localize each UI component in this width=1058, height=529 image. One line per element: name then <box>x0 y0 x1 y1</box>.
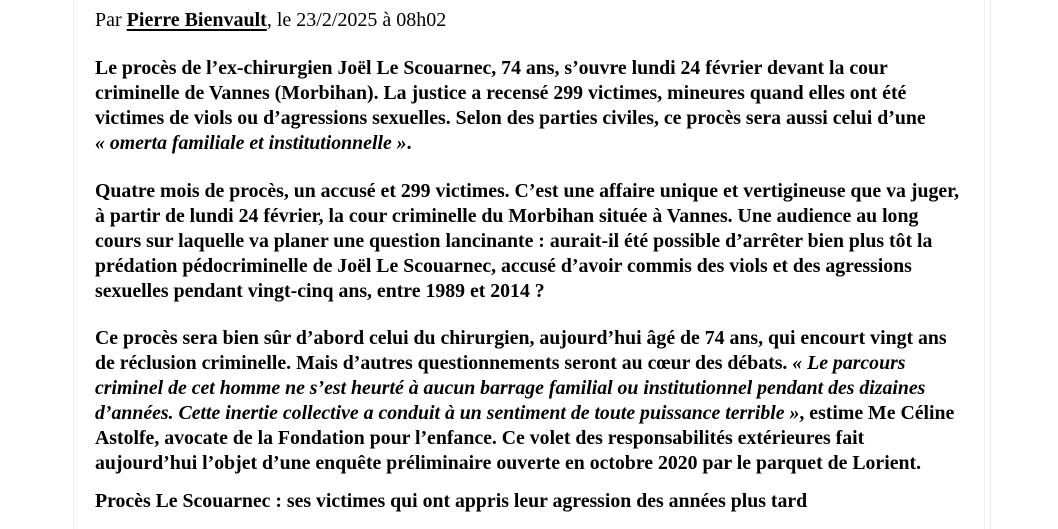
byline <box>95 8 963 33</box>
lead-paragraph-tail: . <box>406 132 412 154</box>
page-left-margin-rule <box>73 0 74 529</box>
page-right-edge-rule <box>990 0 991 529</box>
paragraph-3-quote: « Le parcours criminel de cet homme ne s’est heurté à aucun barrage familial ou institutionnel pendant des dizaines d’années. Cette inertie collective a conduit à un sentiment de toute puissance terrible » <box>95 352 926 424</box>
byline-prefix: Par <box>95 9 127 31</box>
related-article-headline[interactable]: Procès Le Scouarnec : ses victimes qui ont appris leur agression des années plus tard <box>95 490 808 512</box>
lead-paragraph-quote: « omerta familiale et institutionnelle » <box>95 132 407 154</box>
lead-paragraph <box>95 56 963 156</box>
page-right-margin-rule <box>984 0 985 529</box>
article-paragraph-3 <box>95 326 963 476</box>
paragraph-3-tail: , estime Me Céline Astolfe, avocate de la Fondation pour l’enfance. Ce volet des responsabilités extérieures fait aujourd’hui l’objet d’une enquête préliminaire ouverte en octobre 2020 par le parquet de Lorient. <box>95 402 955 474</box>
byline-date: , le 23/2/2025 à 08h02 <box>266 9 447 31</box>
lead-paragraph-text: Le procès de l’ex-chirurgien Joël Le Scouarnec, 74 ans, s’ouvre lundi 24 février devant la cour criminelle de Vannes (Morbihan). La justice a recensé 299 victimes, mineures quand elles ont été victimes de viols ou d’agressions sexuelles. Selon des parties civiles, ce procès sera aussi celui d’une <box>95 57 926 129</box>
author-link[interactable]: Pierre Bienvault <box>126 9 267 31</box>
paragraph-3-text: Ce procès sera bien sûr d’abord celui du chirurgien, aujourd’hui âgé de 74 ans, qui encourt vingt ans de réclusion criminelle. Mais d’autres questionnements seront au cœur des débats. <box>95 327 947 374</box>
article-body <box>95 8 963 514</box>
article-paragraph-2: Quatre mois de procès, un accusé et 299 victimes. C’est une affaire unique et vertigineuse que va juger, à partir de lundi 24 février, la cour criminelle du Morbihan située à Vannes. Une audience au long cours sur laquelle va planer une question lancinante : aurait-il été possible d’arrêter bien plus tôt la prédation pédocriminelle de Joël Le Scouarnec, accusé d’avoir commis des viols et des agressions sexuelles pendant vingt-cinq ans, entre 1989 et 2014 ? <box>95 180 960 302</box>
